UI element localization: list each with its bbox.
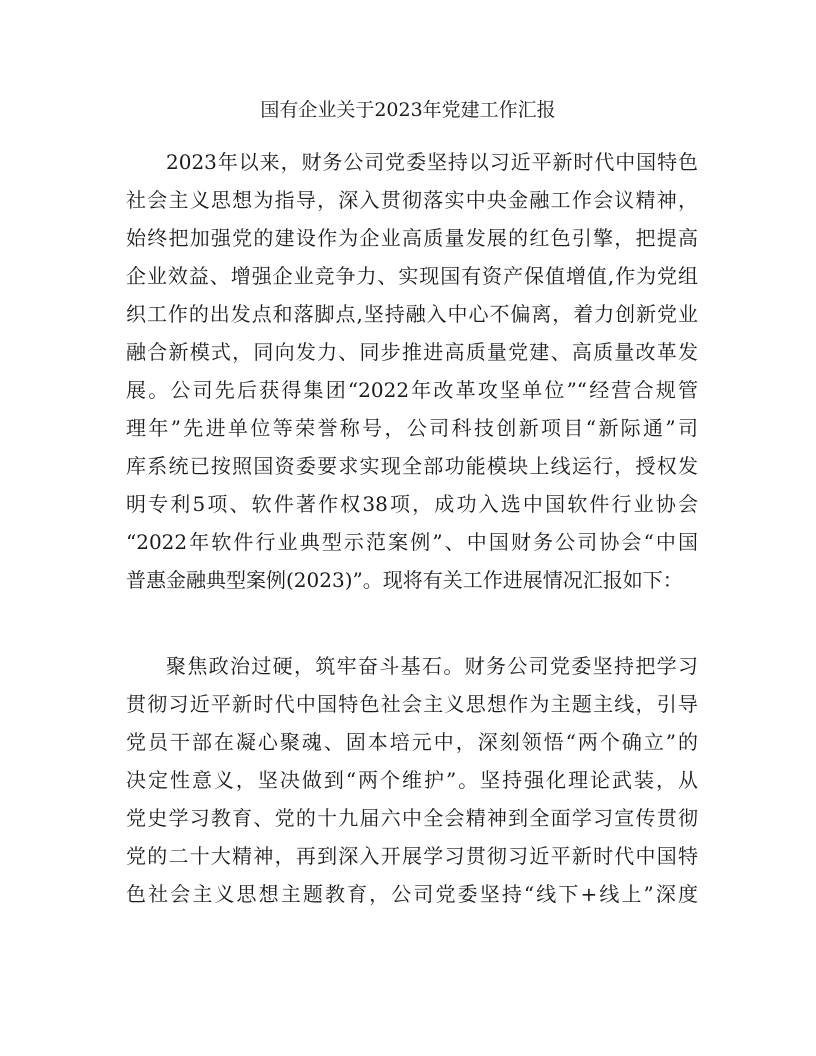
paragraph-intro — [126, 143, 698, 599]
paragraph-line: 企业效益、增强企业竞争力、实现国有资产保值增值,作为党组 — [126, 264, 698, 288]
paragraph-line: 融合新模式，同向发力、同步推进高质量党建、高质量改革发 — [126, 340, 698, 364]
paragraph-line: 党史学习教育、党的十九届六中全会精神到全面学习宣传贯彻 — [126, 806, 698, 830]
paragraph-line: 社会主义思想为指导，深入贯彻落实中央金融工作会议精神， — [126, 188, 698, 212]
paragraph-line: 党员干部在凝心聚魂、固本培元中，深刻领悟“两个确立”的 — [126, 730, 698, 754]
paragraph-line: 决定性意义，坚决做到“两个维护”。坚持强化理论武装，从 — [126, 768, 698, 792]
paragraph-line: 贯彻习近平新时代中国特色社会主义思想作为主题主线，引导 — [126, 692, 698, 716]
paragraph-line: 2023年以来，财务公司党委坚持以习近平新时代中国特色 — [166, 150, 698, 174]
paragraph-line: “2022年软件行业典型示范案例”、中国财务公司协会“中国 — [126, 530, 698, 554]
paragraph-line: 展。公司先后获得集团“2022年改革攻坚单位”“经营合规管 — [126, 378, 698, 402]
document-title: 国有企业关于2023年党建工作汇报 — [260, 99, 556, 121]
paragraph-line: 库系统已按照国资委要求实现全部功能模块上线运行，授权发 — [126, 454, 698, 478]
paragraph-line: 明专利5项、软件著作权38项，成功入选中国软件行业协会 — [126, 492, 698, 516]
paragraph-line: 党的二十大精神，再到深入开展学习贯彻习近平新时代中国特 — [126, 844, 698, 868]
paragraph-line: 色社会主义思想主题教育，公司党委坚持“线下+线上”深度 — [126, 882, 698, 906]
paragraph-political — [126, 647, 698, 913]
paragraph-line: 理年”先进单位等荣誉称号，公司科技创新项目“新际通”司 — [126, 416, 698, 440]
paragraph-line: 始终把加强党的建设作为企业高质量发展的红色引擎，把提高 — [126, 226, 698, 250]
paragraph-line: 织工作的出发点和落脚点,坚持融入中心不偏离，着力创新党业 — [126, 302, 698, 326]
paragraph-line: 普惠金融典型案例(2023)”。现将有关工作进展情况汇报如下： — [126, 568, 683, 592]
paragraph-line: 聚焦政治过硬，筑牢奋斗基石。财务公司党委坚持把学习 — [166, 654, 698, 678]
